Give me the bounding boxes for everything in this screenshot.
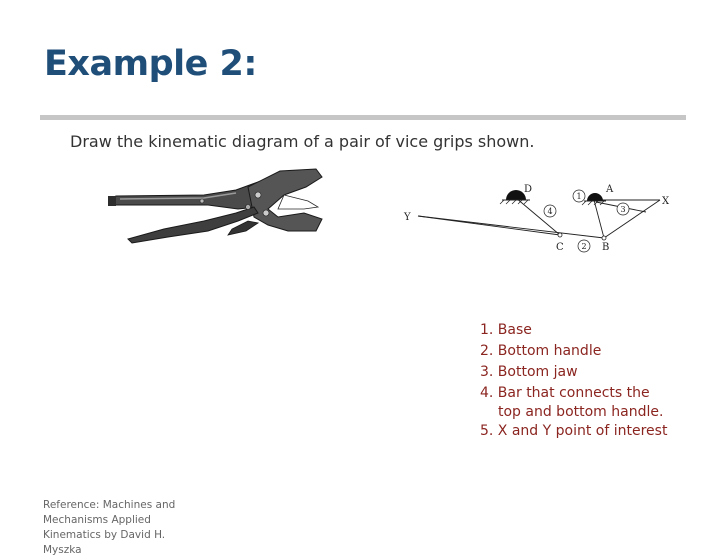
reference-line-2: Mechanisms Applied	[43, 514, 151, 526]
joint-b	[602, 236, 606, 240]
vice-grips-illustration	[108, 165, 330, 265]
reference-note	[43, 498, 203, 558]
link-legend	[480, 320, 667, 442]
link-number-3: 3	[620, 205, 626, 214]
joint-c	[558, 233, 562, 237]
legend-item-base: 1. Base	[480, 322, 532, 338]
kinematic-diagram	[398, 178, 694, 258]
reference-line-1: Reference: Machines and	[43, 499, 176, 511]
legend-item-connecting-bar	[480, 383, 667, 421]
point-label-x: X	[662, 196, 670, 207]
link-line-d-c	[516, 198, 560, 235]
slide-subtitle: Draw the kinematic diagram of a pair of vice grips shown.	[70, 132, 535, 151]
title-divider	[40, 115, 686, 120]
point-label-a: A	[606, 184, 614, 195]
reference-line-3: Kinematics by David H. Myszka	[43, 529, 166, 556]
legend-item-connecting-bar-line2: top and bottom handle.	[498, 404, 664, 420]
link-number-4: 4	[547, 207, 553, 216]
point-label-c: C	[556, 242, 564, 253]
point-label-b: B	[602, 242, 610, 253]
legend-item-points-of-interest: 5. X and Y point of interest	[480, 423, 668, 439]
link-number-2: 2	[581, 242, 587, 251]
link-line-a-b	[594, 200, 604, 238]
slide-title: Example 2:	[44, 44, 257, 84]
link-line-y-c	[418, 216, 560, 235]
point-label-d: D	[524, 184, 533, 195]
link-number-1: 1	[576, 192, 582, 201]
legend-item-bottom-handle: 2. Bottom handle	[480, 343, 602, 359]
legend-item-bottom-jaw: 3. Bottom jaw	[480, 364, 578, 380]
legend-item-connecting-bar-line1: 4. Bar that connects the	[480, 385, 650, 401]
point-label-y: Y	[404, 212, 411, 223]
